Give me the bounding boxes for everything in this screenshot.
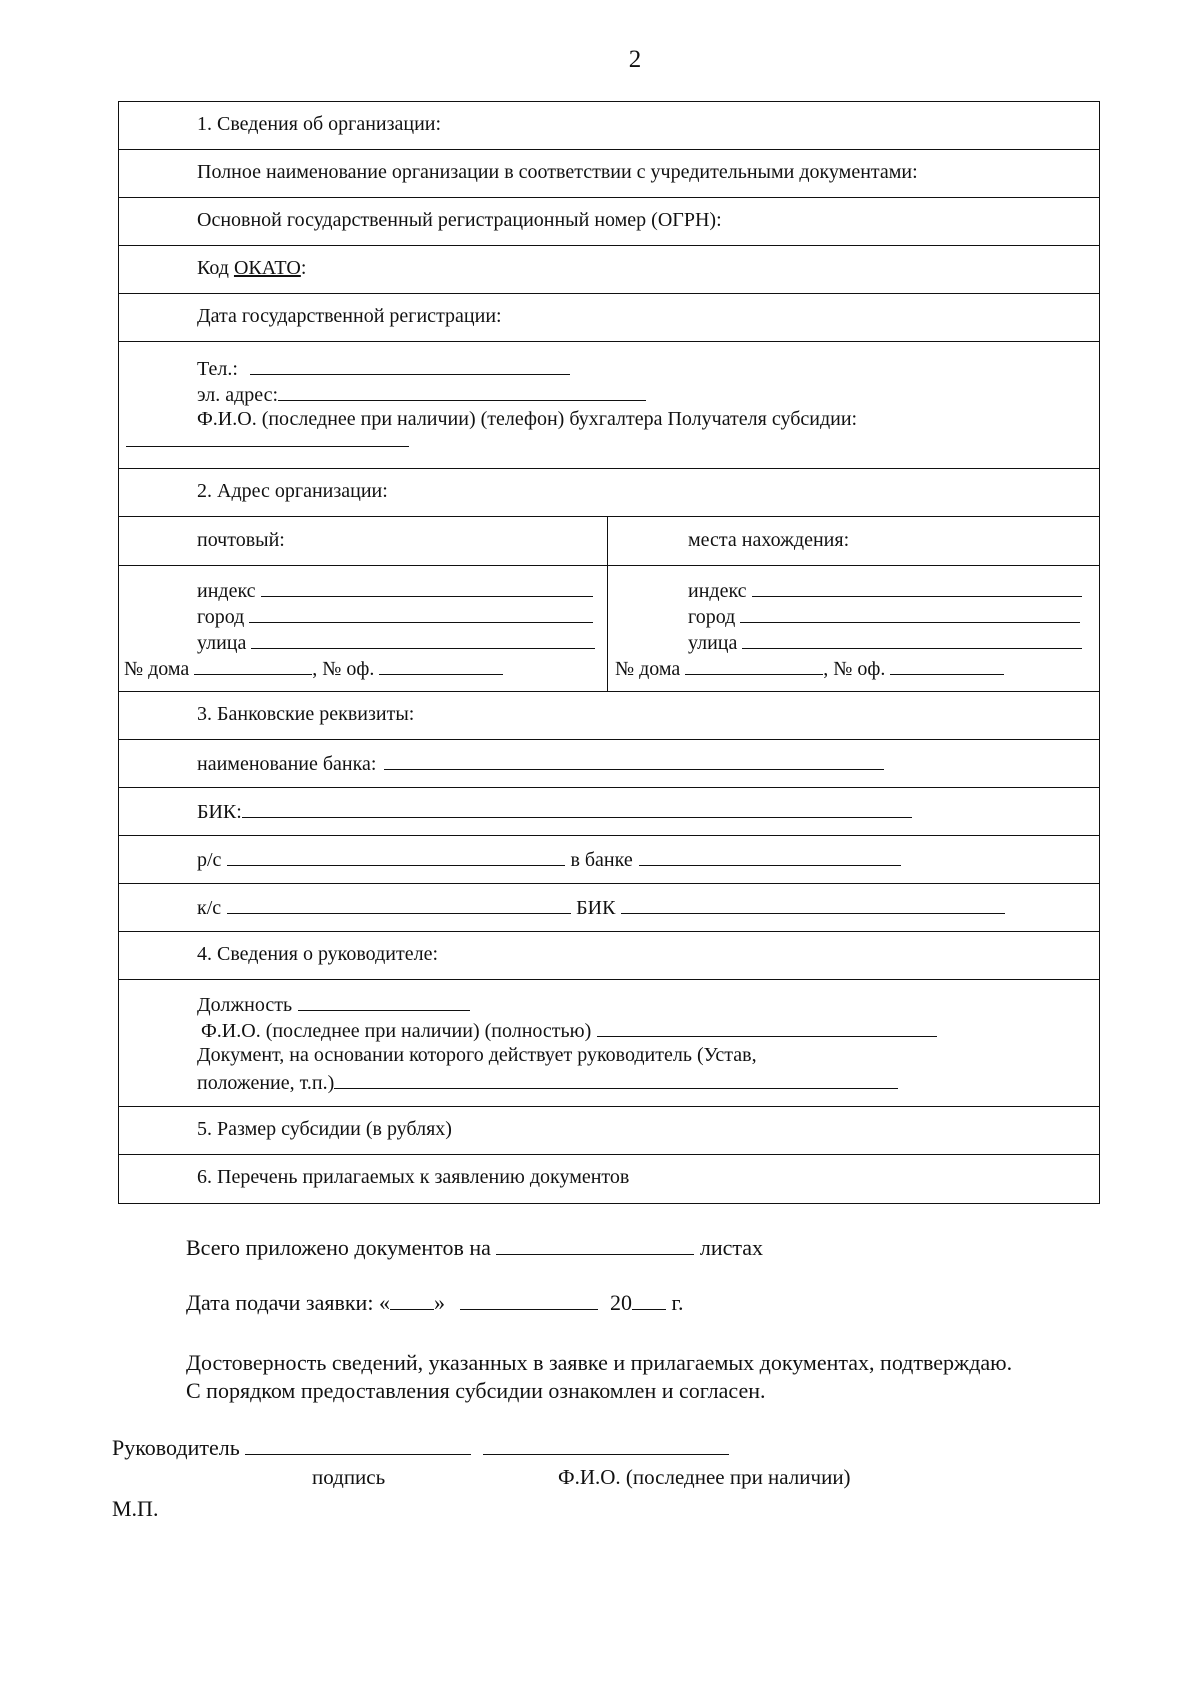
date-day-field[interactable] (390, 1291, 434, 1310)
leader-position-field[interactable] (197, 992, 470, 1017)
phone-label: Тел.: (197, 358, 238, 380)
subsidy-size-row (119, 1107, 1099, 1155)
fio-caption: Ф.И.О. (последнее при наличии) (558, 1465, 851, 1489)
leader-signature-label: Руководитель (112, 1435, 240, 1460)
date-suffix: г. (671, 1290, 684, 1315)
bank-rs-field[interactable] (197, 847, 901, 872)
section-address-title-row (119, 469, 1099, 517)
ks-label: к/с (197, 897, 222, 919)
stamp-label: М.П. (112, 1496, 159, 1521)
bank-bik-field[interactable] (197, 799, 912, 824)
section-bank-title-row (119, 692, 1099, 740)
house-label: № дома (615, 658, 681, 680)
street-label: улица (197, 632, 247, 654)
postal-house-field[interactable] (124, 656, 503, 681)
location-house-field[interactable] (615, 656, 1004, 681)
section-org-title: 1. Сведения об организации: (197, 113, 442, 135)
rs-label: р/с (197, 849, 222, 871)
confirm-line-1: Достоверность сведений, указанных в заявке и прилагаемых документах, подтверждаю. (186, 1350, 1013, 1375)
leader-doc-field[interactable] (197, 1070, 898, 1095)
org-full-name-row (119, 150, 1099, 198)
in-bank-label: в банке (570, 849, 633, 871)
address-postal-cell (119, 517, 608, 565)
office-label: , № оф. (312, 658, 375, 680)
org-ogrn-label: Основной государственный регистрационный номер (ОГРН): (197, 209, 722, 231)
section-address-title: 2. Адрес организации: (197, 480, 388, 502)
date-year-field[interactable] (632, 1291, 666, 1310)
bank-bik-row (119, 788, 1099, 836)
leader-info-row (119, 980, 1099, 1107)
bank-name-field[interactable] (197, 751, 884, 776)
city-label: город (688, 606, 736, 628)
org-contacts-row (119, 342, 1099, 469)
org-ogrn-row (119, 198, 1099, 246)
location-street-field[interactable] (688, 630, 1082, 655)
application-form-table (118, 101, 1100, 1204)
leader-doc2-label: положение, т.п.) (197, 1072, 335, 1094)
attached-sheets-field[interactable] (496, 1236, 694, 1255)
leader-signature-line (112, 1435, 729, 1461)
page-number: 2 (628, 46, 642, 73)
email-field[interactable] (197, 382, 646, 407)
location-address-label: места нахождения: (688, 529, 850, 551)
location-address-fields (608, 566, 1099, 691)
signature-caption: подпись (312, 1465, 386, 1489)
date-mid: » (433, 1290, 445, 1315)
location-index-field[interactable] (688, 578, 1082, 603)
signature-field[interactable] (245, 1436, 471, 1455)
leader-fio-label: Ф.И.О. (последнее при наличии) (полностью) (201, 1020, 592, 1042)
okato-suffix: : (300, 257, 307, 279)
okato-prefix: Код (197, 257, 234, 279)
email-label: эл. адрес: (197, 384, 279, 406)
bank-name-row (119, 740, 1099, 788)
bank-ks-row (119, 884, 1099, 932)
attached-docs-label: 6. Перечень прилагаемых к заявлению документов (197, 1166, 630, 1188)
bik-label: БИК: (197, 801, 242, 823)
subsidy-size-label: 5. Размер субсидии (в рублях) (197, 1118, 452, 1140)
leader-doc-label: Документ, на основании которого действует руководитель (Устав, (197, 1044, 757, 1066)
attached-docs-row (119, 1155, 1099, 1203)
date-prefix: Дата подачи заявки: « (186, 1290, 390, 1315)
bank-rs-row (119, 836, 1099, 884)
phone-field[interactable] (197, 356, 570, 381)
attached-prefix: Всего приложено документов на (186, 1235, 491, 1260)
postal-street-field[interactable] (197, 630, 595, 655)
leader-fio-field[interactable] (201, 1018, 937, 1043)
address-type-row (119, 517, 1099, 566)
accountant-label: Ф.И.О. (последнее при наличии) (телефон) бухгалтера Получателя субсидии: (197, 408, 858, 430)
date-year-label: 20 (609, 1290, 632, 1315)
org-okato-label (197, 257, 306, 280)
address-location-cell (608, 517, 1099, 565)
section-leader-title-row (119, 932, 1099, 980)
date-month-field[interactable] (460, 1291, 598, 1310)
office-label: , № оф. (823, 658, 886, 680)
org-full-name-label: Полное наименование организации в соответствии с учредительными документами: (197, 161, 918, 183)
attached-suffix: листах (699, 1235, 764, 1260)
postal-index-field[interactable] (197, 578, 593, 603)
house-label: № дома (124, 658, 190, 680)
section-org-title-row (119, 102, 1099, 150)
org-okato-row (119, 246, 1099, 294)
section-leader-title: 4. Сведения о руководителе: (197, 943, 439, 965)
confirm-line-2: С порядком предоставления субсидии ознакомлен и согласен. (186, 1378, 766, 1403)
postal-city-field[interactable] (197, 604, 593, 629)
submission-date-line (186, 1290, 684, 1316)
street-label: улица (688, 632, 738, 654)
accountant-field[interactable] (126, 446, 409, 447)
address-fields-row (119, 566, 1099, 692)
section-bank-title: 3. Банковские реквизиты: (197, 703, 415, 725)
org-reg-date-label: Дата государственной регистрации: (197, 305, 502, 327)
bik2-label: БИК (576, 897, 616, 919)
index-label: индекс (688, 580, 747, 602)
position-label: Должность (197, 994, 293, 1016)
city-label: город (197, 606, 245, 628)
bank-ks-field[interactable] (197, 895, 1005, 920)
location-city-field[interactable] (688, 604, 1080, 629)
postal-address-fields (119, 566, 608, 691)
okato-link[interactable]: ОКАТО (233, 257, 301, 279)
index-label: индекс (197, 580, 256, 602)
org-reg-date-row (119, 294, 1099, 342)
bank-name-label: наименование банка: (197, 753, 377, 775)
postal-address-label: почтовый: (197, 529, 285, 551)
leader-fio-sign-field[interactable] (483, 1436, 729, 1455)
attached-sheets-line (186, 1235, 763, 1261)
